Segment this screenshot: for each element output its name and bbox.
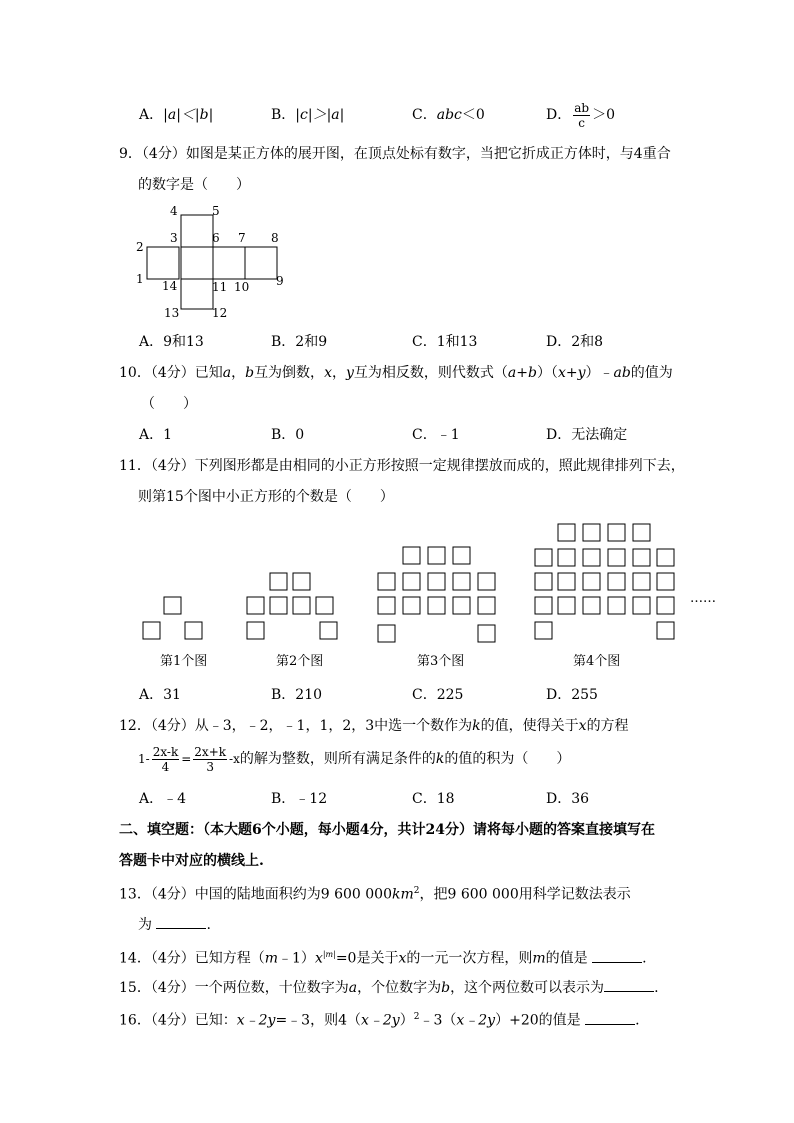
net-num-4: 4 [170, 204, 178, 218]
cube-net-figure [130, 200, 300, 325]
q12-option-d: D．36 [546, 791, 590, 807]
q8-d-fraction: $\frac{ab}{c}$ [574, 100, 590, 130]
net-num-13: 13 [164, 306, 180, 320]
q10-option-c: C．﹣1 [412, 427, 460, 443]
section2-heading-line1: 二、填空题：（本大题6个小题，每小题4分，共计24分）请将每小题的答案直接填写在 [119, 822, 655, 838]
q12-equation-line: 1- $\frac{2x-k}{4}$ = $\frac{2x+k}{3}$ -x的解为整数，则所有满足条件的k的值的积为（ ） [138, 744, 571, 774]
q12-option-c: C．18 [412, 791, 455, 807]
q11-option-a: A．31 [139, 687, 181, 703]
pattern-ellipsis: …… [690, 591, 716, 606]
net-num-2: 2 [136, 240, 144, 254]
q13-stem-line1: 13．（4分）中国的陆地面积约为9 600 $000km^2$，把9 600 000用科学记数法表示 [119, 886, 631, 903]
net-num-9: 9 [276, 274, 284, 288]
q9-option-d: D．2和8 [546, 334, 604, 350]
section2-heading-line2: 答题卡中对应的横线上. [119, 853, 264, 869]
q10-option-a: A．1 [139, 427, 173, 443]
q15-answer-blank[interactable] [604, 977, 654, 992]
caption-figure-2: 第2个图 [276, 654, 324, 669]
q11-stem-line1: 11．（4分）下列图形都是由相同的小正方形按照一定规律摆放而成的，照此规律排列下去， [119, 458, 685, 474]
q13-answer-blank[interactable] [156, 914, 206, 929]
q8-option-c: C．abc＜0 [412, 107, 485, 123]
caption-figure-1: 第1个图 [160, 654, 208, 669]
net-num-12: 12 [212, 306, 228, 320]
q9-option-b: B．2和9 [271, 334, 328, 350]
net-num-14: 14 [162, 279, 178, 293]
q8-option-d: D． $\frac{ab}{c}$ ＞0 [546, 100, 615, 130]
q12-stem-line1: 12．（4分）从﹣3，﹣2，﹣1，1，2，3中选一个数作为k的值，使得关于x的方程 [119, 718, 629, 734]
net-num-7: 7 [238, 231, 246, 245]
q10-option-b: B．0 [271, 427, 305, 443]
q11-option-b: B．210 [271, 687, 323, 703]
q9-stem-line2: 的数字是（ ） [138, 177, 250, 193]
q8-option-a: A．|a|＜|b| [139, 107, 214, 123]
q14-answer-blank[interactable] [592, 948, 642, 963]
net-num-8: 8 [271, 231, 279, 245]
q12-fraction-1: $\frac{2x-k}{4}$ [152, 744, 179, 774]
q9-option-c: C．1和13 [412, 334, 478, 350]
q9-stem-line1: 9．（4分）如图是某正方体的展开图，在顶点处标有数字，当把它折成正方体时，与4重合 [119, 146, 671, 162]
q11-stem-line2: 则第15个图中小正方形的个数是（ ） [138, 489, 394, 505]
square-pattern-figure [130, 515, 720, 675]
q11-option-d: D．255 [546, 687, 598, 703]
q12-fraction-2: $\frac{2x+k}{3}$ [194, 744, 227, 774]
q8-option-b: B．|c|＞|a| [271, 107, 345, 123]
net-num-11: 11 [212, 280, 228, 294]
q9-option-a: A．9和13 [139, 334, 204, 350]
q11-option-c: C．225 [412, 687, 464, 703]
net-num-3: 3 [170, 231, 178, 245]
q15-stem: 15．（4分）一个两位数，十位数字为a，个位数字为b，这个两位数可以表示为 . [119, 977, 659, 997]
net-num-6: 6 [212, 231, 220, 245]
q10-stem-line2: （ ） [141, 396, 197, 412]
net-num-5: 5 [212, 204, 220, 218]
q12-option-a: A．﹣4 [139, 791, 187, 807]
q16-stem: 16．（4分）已知：x﹣2y=﹣3，则4（x﹣2y）$^2$﹣3（x﹣2y）+20的值是 . [119, 1008, 640, 1030]
q12-option-b: B．﹣12 [271, 791, 328, 807]
q16-answer-blank[interactable] [585, 1010, 635, 1025]
net-num-10: 10 [234, 280, 250, 294]
q13-stem-line2: 为 . [138, 914, 211, 934]
caption-figure-3: 第3个图 [417, 654, 465, 669]
q10-option-d: D．无法确定 [546, 427, 628, 443]
q10-stem-line1: 10．（4分）已知a，b互为倒数，x，y互为相反数，则代数式（a+b）（x+y）﹣ab的值为 [119, 365, 673, 381]
net-num-1: 1 [136, 272, 144, 286]
q14-stem: 14．（4分）已知方程$(m﹣1)x^{|m|}=0$是关于x的一元一次方程，则m的值是 . [119, 946, 647, 968]
caption-figure-4: 第4个图 [573, 654, 621, 669]
